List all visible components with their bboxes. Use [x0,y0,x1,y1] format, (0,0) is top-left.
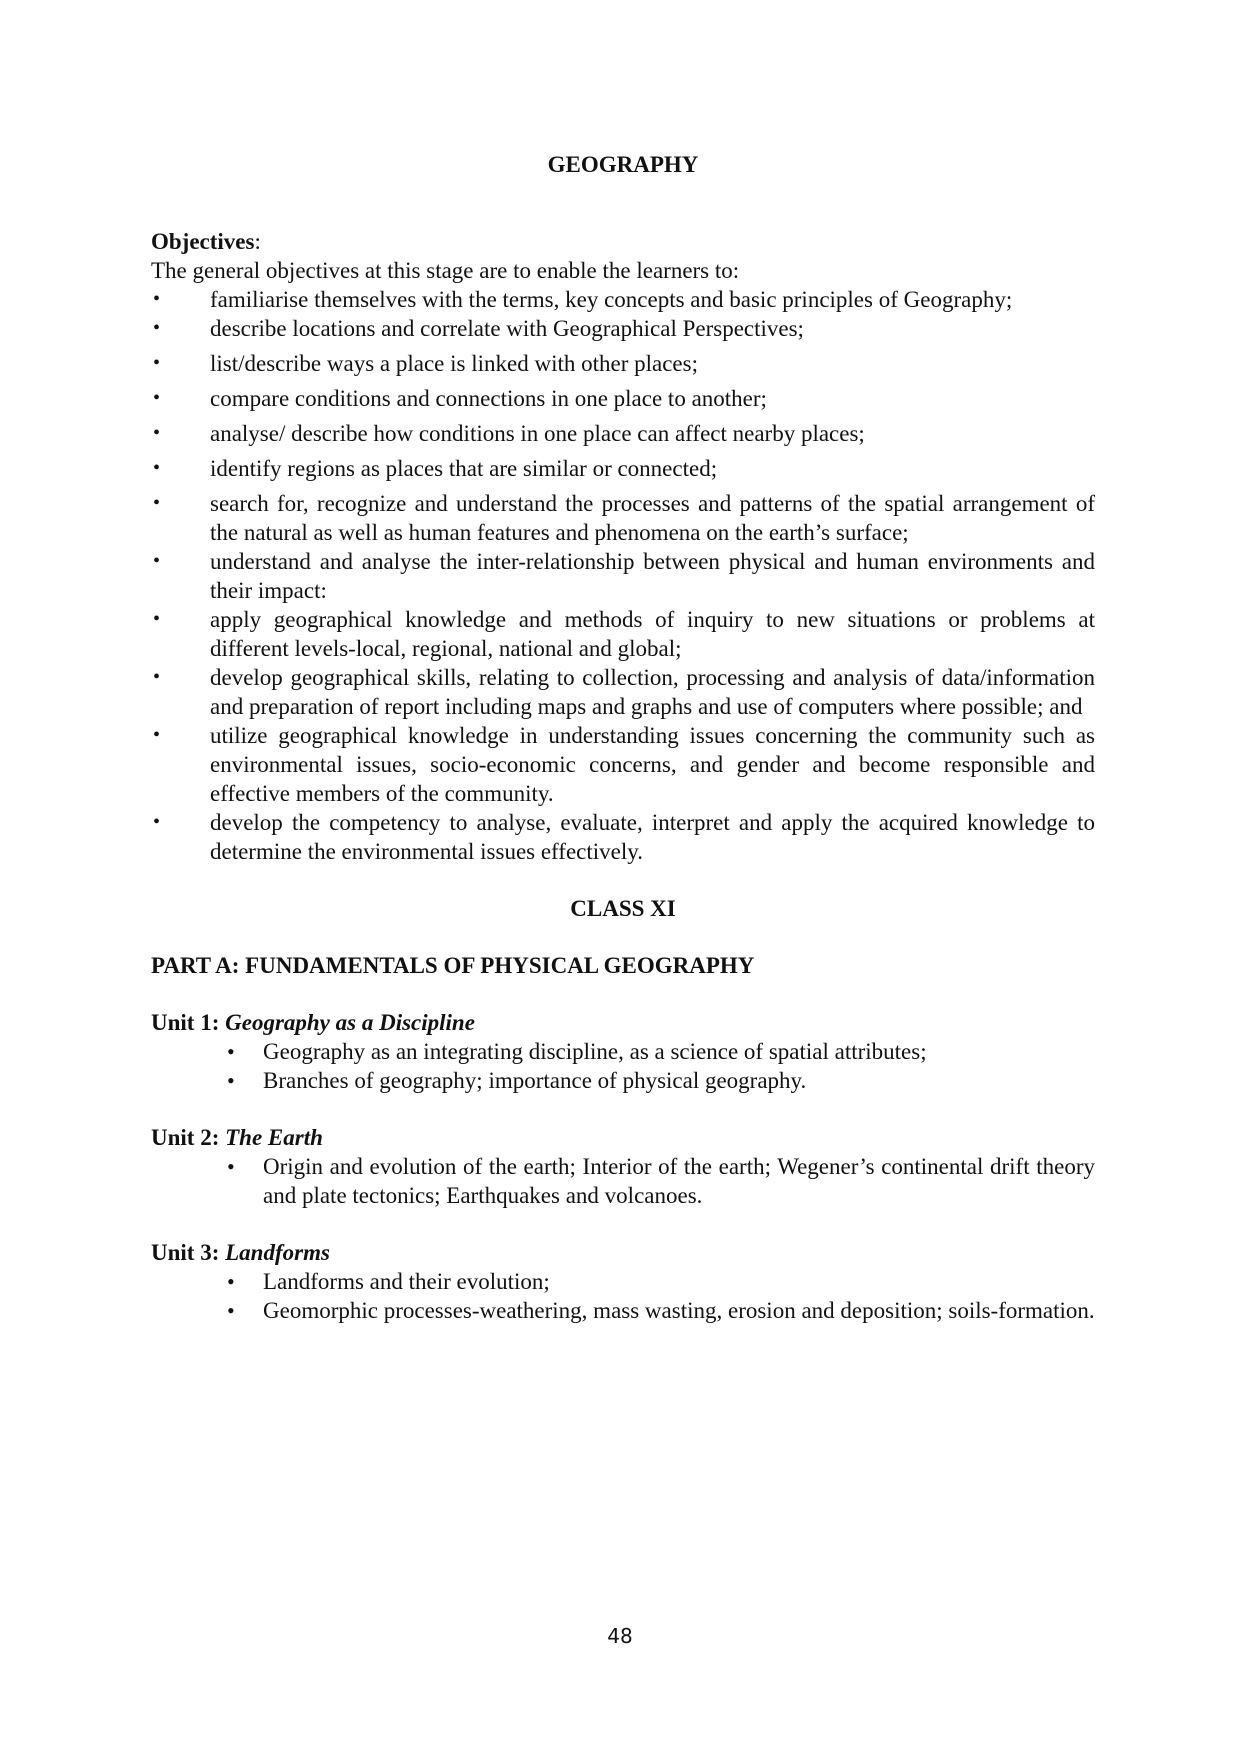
objectives-list [151,285,1095,866]
objective-text: familiarise themselves with the terms, key concepts and basic principles of Geography; [210,287,1013,312]
unit-label: Unit 2: [151,1125,220,1150]
page-content [151,150,1095,1325]
bullet-icon: • [227,1039,235,1064]
unit-heading [151,1238,1095,1267]
bullet-icon: • [153,457,161,479]
objectives-colon: : [254,229,261,254]
bullet-icon: • [227,1068,235,1093]
objective-item [151,419,1095,448]
bullet-icon: • [153,317,161,339]
unit-name: The Earth [225,1125,323,1150]
bullet-icon: • [153,550,161,572]
objectives-heading: Objectives [151,229,255,254]
objective-item [151,605,1095,663]
unit-topic-list [151,1037,1095,1095]
unit-topic-text: Branches of geography; importance of physical geography. [263,1068,807,1093]
objective-item [151,547,1095,605]
objective-text: understand and analyse the inter-relationship between physical and human environments and their impact: [210,549,1095,603]
unit-heading [151,1123,1095,1152]
objective-text: apply geographical knowledge and methods of inquiry to new situations or problems at different levels-local, regional, national and global; [210,607,1095,661]
unit-topic [151,1267,1095,1296]
objective-item [151,349,1095,378]
objective-text: search for, recognize and understand the processes and patterns of the spatial arrangement of the natural as well as human features and phenomena on the earth’s surface; [210,491,1095,545]
objective-text: develop the competency to analyse, evaluate, interpret and apply the acquired knowledge to determine the environmental issues effectively. [210,810,1095,864]
objective-text: develop geographical skills, relating to collection, processing and analysis of data/information and preparation of report including maps and graphs and use of computers where possible; and [210,665,1095,719]
unit-name: Geography as a Discipline [225,1010,475,1035]
bullet-icon: • [153,724,161,746]
objective-text: describe locations and correlate with Geographical Perspectives; [210,316,804,341]
unit-topic-text: Geography as an integrating discipline, as a science of spatial attributes; [263,1039,927,1064]
unit-heading [151,1008,1095,1037]
unit-name: Landforms [225,1240,330,1265]
objective-item [151,721,1095,808]
objective-item [151,454,1095,483]
bullet-icon: • [153,288,161,310]
objective-item [151,489,1095,547]
unit-label: Unit 1: [151,1010,220,1035]
objective-text: list/describe ways a place is linked with other places; [210,351,698,376]
unit-label: Unit 3: [151,1240,220,1265]
bullet-icon: • [153,387,161,409]
unit-topic-text: Landforms and their evolution; [263,1269,550,1294]
bullet-icon: • [153,422,161,444]
bullet-icon: • [153,811,161,833]
unit-topic [151,1296,1095,1325]
objective-text: utilize geographical knowledge in understanding issues concerning the community such as environmental issues, socio-economic concerns, and gender and become responsible and effective members of the community. [210,723,1095,806]
objectives-heading-line [151,227,1095,256]
unit-topic-list [151,1267,1095,1325]
bullet-icon: • [227,1298,235,1323]
objective-item [151,808,1095,866]
objective-text: compare conditions and connections in one place to another; [210,386,767,411]
bullet-icon: • [227,1269,235,1294]
bullet-icon: • [153,492,161,514]
bullet-icon: • [153,666,161,688]
unit-topic [151,1152,1095,1210]
unit-topic [151,1037,1095,1066]
objective-text: identify regions as places that are similar or connected; [210,456,718,481]
objective-text: analyse/ describe how conditions in one place can affect nearby places; [210,421,865,446]
bullet-icon: • [227,1154,235,1179]
unit-topic-text: Geomorphic processes-weathering, mass wasting, erosion and deposition; soils-formation. [263,1298,1095,1323]
page-number: 48 [607,1624,633,1648]
objective-item [151,314,1095,343]
objectives-intro: The general objectives at this stage are to enable the learners to: [151,258,740,283]
objective-item [151,285,1095,314]
part-heading: PART A: FUNDAMENTALS OF PHYSICAL GEOGRAPHY [151,953,755,978]
bullet-icon: • [153,352,161,374]
objective-item [151,663,1095,721]
document-title: GEOGRAPHY [547,152,699,177]
objective-item [151,384,1095,413]
unit-topic-text: Origin and evolution of the earth; Interior of the earth; Wegener’s continental drift theory and plate tectonics; Earthquakes and volcanoes. [263,1154,1095,1208]
bullet-icon: • [153,608,161,630]
class-heading: CLASS XI [570,896,676,921]
unit-topic [151,1066,1095,1095]
unit-topic-list [151,1152,1095,1210]
